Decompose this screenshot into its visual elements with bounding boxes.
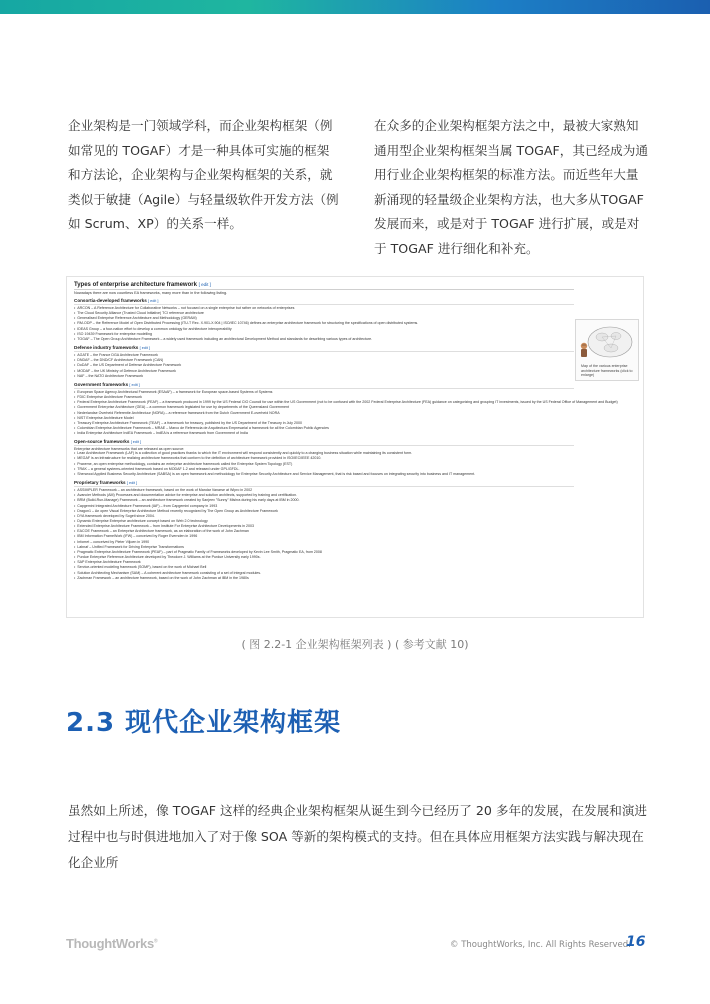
thumbnail-caption: Map of the various enterprise architecture frameworks (click to enlarge): [581, 364, 633, 378]
framework-list-item[interactable]: • Purdue Enterprise Reference Architecture developed by Theodore J. Williams at the Purdue University early 1990s.: [74, 555, 636, 560]
framework-list-item[interactable]: • Capgemini Integrated Architecture Framework (IAF) – from Capgemini company in 1993: [74, 504, 636, 509]
framework-list-item[interactable]: • BRM (Build-Run-Manage) Framework – an architecture framework created by Sanjeev "Sunny" Mishra during his early days at IBM in 2000.: [74, 498, 636, 503]
figure-section-heading: [74, 439, 574, 446]
logo-mark: ®: [153, 938, 158, 945]
section-edit-link[interactable]: [ edit ]: [126, 481, 138, 486]
framework-list-item[interactable]: • Praxeme, an open enterprise methodology, contains an enterprise architecture framework called the Enterprise System Topology (EST): [74, 462, 636, 467]
framework-list-item[interactable]: • The Cloud Security Alliance (Trusted Cloud Initiative) TCI reference architecture: [74, 311, 636, 316]
framework-list-item[interactable]: • MODAF – the UK Ministry of Defence Architecture Framework: [74, 369, 636, 374]
section-heading-text: Consortia-developed frameworks: [74, 298, 147, 303]
framework-list: [74, 306, 636, 342]
framework-list-item[interactable]: • Extended Enterprise Architecture Framework – from Institute For Enterprise Architecture Developments in 2003: [74, 524, 636, 529]
figure-caption: ( 图 2.2-1 企业架构框架列表 ) ( 参考文献 10): [241, 638, 469, 651]
framework-list-item[interactable]: • Pragmatic Enterprise Architecture Framework (PEAF) – part of Pragmatic Family of Frameworks developed by Kevin Lee Smith, Pragmatic EA, from 2008: [74, 550, 636, 555]
framework-list-item[interactable]: • NIST Enterprise Architecture Model: [74, 416, 636, 421]
framework-list-item[interactable]: • DoDAF – the US Department of Defense Architecture Framework: [74, 363, 636, 368]
figure-title: [74, 282, 574, 290]
framework-map-thumbnail[interactable]: [575, 319, 639, 381]
logo-text: ThoughtWorks: [66, 936, 154, 951]
header-gradient-band: [0, 0, 710, 14]
figure-section: [74, 439, 636, 477]
thoughtworks-logo: [66, 936, 157, 951]
figure-section-note: Enterprise architecture frameworks that are released as open source:: [74, 447, 185, 452]
page-number: 16: [626, 934, 646, 950]
section-edit-link[interactable]: [ edit ]: [139, 346, 150, 351]
framework-map-image: [578, 322, 636, 362]
figure-sections: [74, 298, 636, 581]
framework-list-item[interactable]: • AGATE – the France DGA Architecture Framework: [74, 353, 636, 358]
framework-list-item[interactable]: • Service-oriented modeling framework (SOMF), based on the work of Michael Bell: [74, 565, 636, 570]
framework-list-item[interactable]: • EACOE Framework – an Enterprise Architecture framework, as an elaboration of the work of John Zachman: [74, 529, 636, 534]
section-heading-text: Government frameworks: [74, 381, 129, 387]
framework-list-item[interactable]: • Zachman Framework – an architecture framework, based on the work of John Zachman at IBM in the 1980s: [74, 576, 636, 581]
figure-intro: Nowadays there are now countless EA frameworks, many more than in the following listing.: [74, 291, 228, 295]
framework-list-item[interactable]: • Treasury Enterprise Architecture Framework (TEAF) – a framework for treasury, published by the US Department of the Treasury in July 2000: [74, 421, 636, 426]
right-column-paragraph: 在众多的企业架构框架方法之中，最被大家熟知通用型企业架构框架当属 TOGAF，其已经成为通用行业企业架构框架的标准方法。而近些年大量新涌现的轻量级企业架构方法，也大多从TOGAF发展而来，或是对于 TOGAF 进行扩展，或是对于 TOGAF 进行细化和补充。: [374, 118, 648, 256]
footer-copyright: © ThoughtWorks, Inc. All Rights Reserved.: [450, 940, 631, 950]
framework-list-item[interactable]: • Solution Architecting Mechanism (SAM) – A coherent architecture framework consisting of a set of integral modules.: [74, 571, 636, 576]
framework-list-item[interactable]: • IBM Information FrameWork (IFW) – conceived by Roger Evernden in 1996: [74, 534, 636, 539]
framework-list-item[interactable]: • FDIC Enterprise Architecture Framework: [74, 395, 636, 400]
framework-list: [74, 451, 636, 477]
section-heading-text: Defense industry frameworks: [74, 345, 139, 351]
framework-list-item[interactable]: • Sherwood Applied Business Security Architecture (SABSA) is an open framework and methodology for Enterprise Security Architecture and Service Management, that is risk based and focuses on integrating security into business and IT management.: [74, 472, 636, 477]
framework-list-item[interactable]: • DYA framework developed by Sogeti since 2004.: [74, 514, 636, 519]
framework-list-item[interactable]: • TOGAF – The Open Group Architecture Framework – a widely used framework including an architectural Development Method and standards for describing various types of architecture.: [74, 337, 636, 342]
figure-section: [74, 345, 636, 379]
framework-list-item[interactable]: • Dragon1 – An open Visual Enterprise Architecture Method recently recognized by The Open Group as Architecture Framework: [74, 509, 636, 514]
framework-list-item[interactable]: • TRAK – a general systems-oriented framework based on MODAF 1.2 and released under GPL/GFDL.: [74, 467, 636, 472]
framework-list-item[interactable]: • Avancier Methods (AM) Processes and documentation advice for enterprise and solution architects, supported by training and certification.: [74, 493, 636, 498]
figure-title-edit-link[interactable]: [ edit ]: [198, 282, 211, 287]
framework-list-item[interactable]: • ASSIMPLER Framework – an architecture framework, based on the work of Mandar Vanarse at Wipro in 2002: [74, 488, 636, 493]
framework-list-item[interactable]: • European Space Agency Architectural Framework (ESAAF) – a framework for European space-based Systems of Systems: [74, 390, 636, 395]
figure-title-text: Types of enterprise architecture framework: [74, 282, 197, 288]
section-heading-text: Proprietary frameworks: [74, 480, 126, 486]
body-paragraph: 虽然如上所述，像 TOGAF 这样的经典企业架构框架从诞生到今已经历了 20 多年的发展，在发展和演进过程中也与时俱进地加入了对于像 SOA 等新的架构模式的支持。但在具体应用框架方法实践与解决现在化企业所: [68, 803, 648, 870]
left-column-paragraph: 企业架构是一门领域学科，而企业架构框架（例如常见的 TOGAF）才是一种具体可实施的框架和方法论，企业架构与企业架构框架的关系，就类似于敏捷（Agile）与轻量级软件开发方法（例如 Scrum、XP）的关系一样。: [68, 118, 339, 231]
figure-section: [74, 298, 636, 342]
framework-list-item[interactable]: • DNDAF – the DND/CF Architecture Framework (CAN): [74, 358, 636, 363]
framework-list-item[interactable]: • Dynamic Enterprise Enterprise architecture concept based on Web 2.0 technology: [74, 519, 636, 524]
framework-list-item[interactable]: • MEGAF is an infrastructure for realizing architecture frameworks that conform to the definition of architecture framework provided in ISO/IEC/IEEE 42010.: [74, 456, 636, 461]
figure-section-heading: [74, 480, 574, 487]
framework-list-item[interactable]: • Colombian Enterprise Architecture Framework – MRAE – Marco de Referencia de Arquitectura Empresarial a framework for all the Colombian Public Agencies: [74, 426, 636, 431]
framework-list-item[interactable]: • Lean Architecture Framework (LAF) is a collection of good practices thanks to which the IT environment will respond consistently and quickly to a changing business situation while maintaining its consistent form.: [74, 451, 636, 456]
framework-list: [74, 488, 636, 581]
framework-list: [74, 353, 636, 379]
section-edit-link[interactable]: [ edit ]: [129, 382, 140, 387]
figure-section-heading: [74, 345, 574, 352]
framework-list-item[interactable]: • Government Enterprise Architecture (GEA) – a common framework legislated for use by departments of the Queensland Government: [74, 405, 636, 410]
framework-list-item[interactable]: • India Enterprise Architecture IndEA Framework – IndEA is a reference framework from Government of India: [74, 431, 636, 436]
framework-list-item[interactable]: • ARCON – A Reference Architecture for Collaborative Networks – not focused on a single enterprise but rather on networks of enterprises: [74, 306, 636, 311]
figure-section: [74, 480, 636, 581]
framework-list-item[interactable]: • Generalised Enterprise Reference Architecture and Methodology (GERAM): [74, 316, 636, 321]
framework-list-item[interactable]: • ISO 19439 Framework for enterprise modelling: [74, 332, 636, 337]
section-heading-text: Open-source frameworks: [74, 439, 130, 445]
figure-section: [74, 382, 636, 436]
section-edit-link[interactable]: [ edit ]: [148, 299, 159, 303]
framework-list-item[interactable]: • Nederlandse Overheid Referentie Architectuur (NORA) – a reference framework from the Dutch Government E-overheid NORA: [74, 411, 636, 416]
framework-list-item[interactable]: • IDEAS Group – a four-nation effort to develop a common ontology for architecture interoperability: [74, 327, 636, 332]
framework-list-item[interactable]: • NAF – the NATO Architecture Framework: [74, 374, 636, 379]
framework-list: [74, 390, 636, 436]
figure-section-heading: [74, 298, 574, 305]
framework-list-item[interactable]: • Labnaf – Unified Framework for Driving Enterprise Transformations: [74, 545, 636, 550]
section-heading: 2.3 现代企业架构框架: [66, 708, 342, 738]
framework-list-item[interactable]: • Federal Enterprise Architecture Framework (FEAF) – a framework produced in 1999 by the US Federal CIO Council for use within the US Government (not to be confused with the 2002 Federal Enterprise Architecture (FEA) guidance on categorizing and grouping IT investments, issued by the US Federal Office of Management and Budget): [74, 400, 636, 405]
figure-section-heading: [74, 382, 574, 389]
framework-list-figure: [66, 276, 644, 618]
framework-list-item[interactable]: • SAP Enterprise Architecture Framework: [74, 560, 636, 565]
framework-list-item[interactable]: • RM-ODP – the Reference Model of Open Distributed Processing (ITU-T Rec. X.901-X.904 | ISO/IEC 10746) defines an enterprise architecture framework for structuring the specifications of open distributed systems.: [74, 321, 636, 326]
section-edit-link[interactable]: [ edit ]: [130, 440, 142, 445]
framework-list-item[interactable]: • Infomet – conceived by Pieter Viljoen in 1990: [74, 540, 636, 545]
